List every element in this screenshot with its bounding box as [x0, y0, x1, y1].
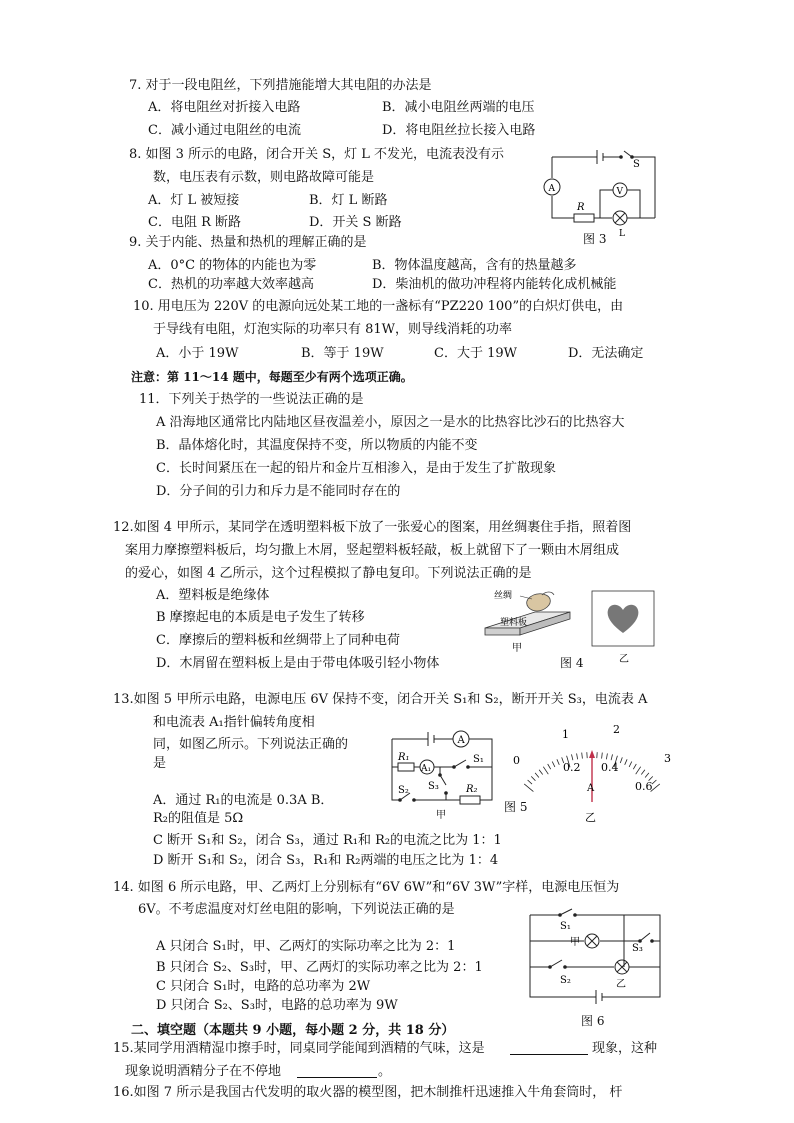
fig4-label-board: 塑料板: [500, 618, 528, 628]
q8-option-a: A．灯 L 被短接: [148, 193, 240, 208]
fig5-label-r2: R₂: [466, 784, 478, 795]
fig6-label-yi: 乙: [616, 979, 626, 990]
fig6-label-s2: S₂: [560, 975, 571, 986]
meter-unit: A: [587, 783, 595, 794]
q9-option-b: B．物体温度越高，含有的热量越多: [372, 258, 577, 273]
meter-tick: [636, 767, 641, 775]
fig5-label-s2: S₂: [398, 785, 409, 796]
q8-option-b: B．灯 L 断路: [309, 193, 388, 208]
q7-option-b: B．减小电阻丝两端的电压: [382, 100, 535, 115]
meter-tick: [539, 770, 543, 775]
fig5-ammeter-label: A: [457, 735, 465, 746]
q12-stem-line1: 12.如图 4 甲所示，某同学在透明塑料板下放了一张爱心的图案，用丝绸裹住手指，照着图: [113, 520, 632, 535]
q15-blank-2[interactable]: [297, 1077, 377, 1078]
q7-option-a: A．将电阻丝对折接入电路: [148, 100, 301, 115]
figure-5-caption: 图 5: [504, 800, 528, 814]
meter-tick: [557, 759, 559, 765]
meter-tick: [629, 762, 632, 767]
q10-stem-line1: 10. 用电压为 220V 的电源向远处某工地的一盏标有“PZ220 100”的白炽灯供电，由: [133, 299, 624, 314]
fig5-label-s1: S₁: [473, 754, 484, 765]
q15-line2: 现象说明酒精分子在不停地: [125, 1064, 282, 1079]
q14-option-c: C 只闭合 S₁时，电路的总功率为 2W: [156, 979, 371, 994]
q15-line1-end: 现象，这种: [592, 1041, 658, 1056]
fig3-ammeter-label: A: [548, 184, 555, 194]
meter-tick: [552, 762, 555, 767]
q13-option-d: D 断开 S₁和 S₂，闭合 S₃，R₁和 R₂两端的电压之比为 1：4: [153, 853, 499, 868]
fig3-label-r: R: [577, 202, 585, 213]
q13-option-a-cont: R₂的阻值是 5Ω: [153, 811, 244, 826]
meter-tick: [620, 757, 622, 763]
q14-option-a: A 只闭合 S₁时，甲、乙两灯的实际功率之比为 2：1: [156, 939, 456, 954]
q10-option-d: D．无法确定: [568, 346, 644, 361]
meter-label-2: 2: [613, 723, 620, 736]
fig3-label-l: L: [619, 229, 625, 239]
q16-line1: 16.如图 7 所示是我国古代发明的取火器的模型图，把木制推杆迅速推入牛角套筒时， 杆: [113, 1085, 623, 1100]
fig5-label-r1: R₁: [398, 752, 410, 763]
figure-6-caption: 图 6: [581, 1014, 605, 1028]
fig5-label-s3: S₃: [428, 781, 439, 792]
meter-tick: [611, 754, 612, 760]
meter-tick: [543, 767, 548, 775]
q12-option-b: B 摩擦起电的本质是电子发生了转移: [156, 610, 365, 625]
q14-option-d: D 只闭合 S₂、S₃时，电路的总功率为 9W: [156, 998, 398, 1013]
meter-tick: [531, 776, 535, 780]
q12-option-a: A．塑料板是绝缘体: [156, 588, 270, 603]
fig4-label-yi: 乙: [619, 654, 629, 665]
fig6-label-s3: S₃: [632, 943, 643, 954]
q13-stem-line4: 是: [153, 756, 167, 771]
q9-option-d: D．柴油机的做功冲程将内能转化成机械能: [372, 277, 617, 292]
q9-option-c: C．热机的功率越大效率越高: [148, 277, 314, 292]
q8-stem-line2: 数，电压表有示数，则电路故障可能是: [153, 170, 375, 185]
fig4-label-jia: 甲: [512, 643, 522, 654]
meter-tick: [548, 764, 551, 769]
q12-option-c: C．摩擦后的塑料板和丝绸带上了同种电荷: [156, 633, 400, 648]
q13-stem-line2: 和电流表 A₁指针偏转角度相: [153, 715, 315, 730]
figure-4-caption: 图 4: [560, 656, 584, 670]
q10-stem-line2: 于导线有电阻，灯泡实际的功率只有 81W，则导线消耗的功率: [153, 322, 513, 337]
q13-stem-line1: 13.如图 5 甲所示电路，电源电压 6V 保持不变，闭合开关 S₁和 S₂，断开开关 S₃，电流表 A: [113, 692, 648, 707]
q12-option-d: D．木屑留在塑料板上是由于带电体吸引轻小物体: [156, 656, 440, 671]
meter-tick: [524, 784, 533, 792]
meter-label-1: 1: [562, 728, 569, 741]
q14-stem-line1: 14. 如图 6 所示电路，甲、乙两灯上分别标有“6V 6W”和“6V 3W”字样，电源电压恒为: [113, 880, 620, 895]
q13-option-c: C 断开 S₁和 S₂，闭合 S₃，通过 R₁和 R₂的电流之比为 1：1: [153, 833, 502, 848]
q11-option-a: A 沿海地区通常比内陆地区昼夜温差小，原因之一是水的比热容比沙石的比热容大: [156, 415, 625, 430]
meter-tick: [606, 753, 607, 759]
q15-blank-1[interactable]: [510, 1054, 588, 1055]
figure-6-circuit: [520, 905, 670, 1010]
figure-5-circuit: [380, 727, 500, 822]
q12-stem-line3: 的爱心，如图 4 乙所示，这个过程模拟了静电复印。下列说法正确的是: [125, 566, 532, 581]
fig5-label-jia: 甲: [436, 810, 446, 821]
q8-option-d: D．开关 S 断路: [309, 215, 402, 230]
fig3-voltmeter-label: V: [616, 187, 623, 197]
meter-tick: [582, 753, 583, 759]
meter-label-0: 0: [513, 754, 520, 767]
q14-option-b: B 只闭合 S₂、S₃时，甲、乙两灯的实际功率之比为 2：1: [156, 960, 483, 975]
meter-tick: [641, 770, 645, 775]
q11-option-c: C．长时间紧压在一起的铅片和金片互相渗入，是由于发生了扩散现象: [156, 461, 556, 476]
fig3-label-s: S: [633, 159, 640, 170]
q15-line1-start: 15.某同学用酒精湿巾擦手时，同桌同学能闻到酒精的气味，这是: [113, 1041, 485, 1056]
fig5-ammeter1-label: A₁: [421, 764, 432, 774]
q12-stem-line2: 案用力摩擦塑料板后，均匀撒上木屑，竖起塑料板轻敲，板上就留下了一颗由木屑组成: [125, 543, 620, 558]
multi-choice-note: 注意：第 11～14 题中，每题至少有两个选项正确。: [131, 370, 413, 384]
q8-stem-line1: 8. 如图 3 所示的电路，闭合开关 S，灯 L 不发光，电流表没有示: [129, 147, 505, 162]
q11-option-b: B．晶体熔化时，其温度保持不变，所以物质的内能不变: [156, 438, 478, 453]
q10-option-a: A．小于 19W: [156, 346, 239, 361]
q11-stem: 11．下列关于热学的一些说法正确的是: [139, 392, 364, 407]
q10-option-c: C．大于 19W: [434, 346, 517, 361]
fig6-label-s1: S₁: [560, 921, 571, 932]
figure-5-meter: [505, 720, 680, 825]
fig4-label-silk: 丝绸: [494, 591, 513, 601]
q15-line2-end: 。: [378, 1064, 392, 1079]
fig6-label-jia: 甲: [570, 937, 580, 948]
section-2-heading: 二、填空题（本题共 9 小题，每小题 2 分，共 18 分）: [131, 1023, 455, 1038]
q13-stem-line3: 同，如图乙所示。下列说法正确的: [153, 737, 349, 752]
meter-label-3: 3: [664, 752, 671, 765]
meter-label-yi: 乙: [585, 811, 596, 824]
meter-tick: [633, 764, 636, 769]
meter-tick: [652, 780, 656, 784]
meter-tick: [528, 780, 532, 784]
q7-option-d: D．将电阻丝拉长接入电路: [382, 123, 536, 138]
q9-option-a: A．0°C 的物体的内能也为零: [148, 258, 317, 273]
q13-option-a: A．通过 R₁的电流是 0.3A B．: [153, 793, 334, 808]
meter-tick: [572, 754, 573, 760]
meter-tick: [602, 753, 603, 759]
meter-tick: [577, 753, 578, 759]
meter-tick: [645, 773, 649, 778]
meter-label-0-6: 0.6: [635, 780, 653, 793]
meter-tick: [535, 773, 539, 778]
q7-option-c: C．减小通过电阻丝的电流: [148, 123, 301, 138]
q7-stem: 7. 对于一段电阻丝，下列措施能增大其电阻的办法是: [129, 78, 432, 93]
figure-3-caption: 图 3: [583, 232, 607, 246]
q9-stem: 9. 关于内能、热量和热机的理解正确的是: [129, 235, 367, 250]
meter-label-0-4: 0.4: [601, 761, 619, 774]
meter-tick: [625, 759, 627, 765]
q10-option-b: B．等于 19W: [301, 346, 384, 361]
q14-stem-line2: 6V。不考虑温度对灯丝电阻的影响，下列说法正确的是: [138, 902, 455, 917]
q11-option-d: D．分子间的引力和斥力是不能同时存在的: [156, 484, 401, 499]
q8-option-c: C．电阻 R 断路: [148, 215, 241, 230]
meter-label-0-2: 0.2: [563, 761, 581, 774]
